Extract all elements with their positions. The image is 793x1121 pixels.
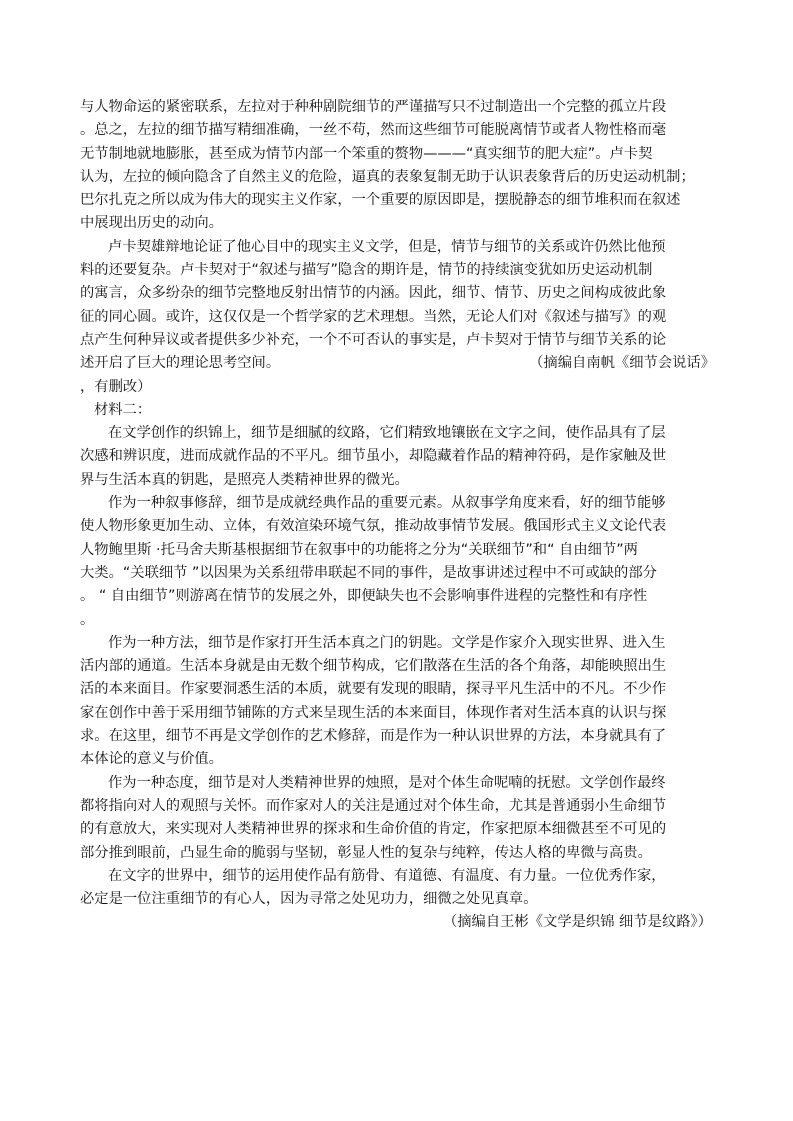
text-line: 作为一种方法，细节是作家打开生活本真之门的钥匙。文学是作家介入现实世界、进入生 — [108, 634, 666, 651]
text-line: 求。在这里，细节不再是文学创作的艺术修辞，而是作为一种认识世界的方法，本身就具有了 — [80, 728, 667, 745]
text-line: 必定是一位注重细节的有心人，因为寻常之处见功力，细微之处见真章。 — [80, 891, 538, 908]
text-line: 认为，左拉的倾向隐含了自然主义的危险，逼真的表象复制无助于认识表象背后的历史运动机制； — [80, 168, 695, 185]
paragraph-2 — [80, 236, 720, 399]
text-line: 人物鲍里斯 ·托马舍夫斯基根据细节在叙事中的功能将之分为“关联细节”和“ 自由细节”两 — [80, 541, 638, 558]
text-line: 无节制地就地膨胀，甚至成为情节内部一个笨重的赘物———“真实细节的肥大症”。卢卡契 — [80, 145, 653, 162]
text-line: 巴尔扎克之所以成为伟大的现实主义作家，一个重要的原因即是，摆脱静态的细节堆积而在叙述 — [80, 192, 681, 209]
text-line: 活的本来面目。作家要洞悉生活的本质，就要有发现的眼睛，探寻平凡生活中的不凡。不少作 — [80, 681, 667, 698]
text-line: 的寓言，众多纷杂的细节完整地反射出情节的内涵。因此，细节、情节、历史之间构成彼此象 — [80, 285, 667, 302]
text-line: 征的同心圆。或许，这仅仅是一个哲学家的艺术理想。当然，无论人们对《叙述与描写》的观 — [80, 308, 667, 325]
text-line: 本体论的意义与价值。 — [80, 751, 223, 768]
text-line: 都将指向对人的观照与关怀。而作家对人的关注是通过对个体生命，尤其是普通弱小生命细节 — [80, 797, 667, 814]
text-line: 在文学创作的织锦上，细节是细腻的纹路，它们精致地镶嵌在文字之间，使作品具有了层 — [108, 425, 666, 442]
citation-1: （摘编自南帆《细节会说话》 — [529, 355, 715, 372]
paragraph-3 — [80, 422, 720, 492]
paragraph-7 — [80, 865, 720, 935]
text-line: 。 — [80, 611, 95, 628]
text-line: 与人物命运的紧密联系，左拉对于种种剧院细节的严谨描写只不过制造出一个完整的孤立片段 — [80, 99, 667, 115]
text-line: 料的还要复杂。卢卡契对于“叙述与描写”隐含的期许是，情节的持续演变犹如历史运动机制 — [80, 262, 653, 279]
paragraph-4 — [80, 492, 720, 632]
paragraph-6 — [80, 772, 720, 865]
paragraph-1 — [80, 96, 720, 236]
text-line: 作为一种态度，细节是对人类精神世界的烛照，是对个体生命呢喃的抚慰。文学创作最终 — [108, 774, 666, 791]
text-line: 点产生何种异议或者提供多少补充，一个不可否认的事实是，卢卡契对于情节与细节关系的论 — [80, 331, 667, 348]
text-line: 大类。“关联细节 ”以因果为关系纽带串联起不同的事件，是故事讲述过程中不可或缺的部分 — [80, 564, 657, 581]
text-line: 次感和辨识度，进而成就作品的不平凡。细节虽小，却隐藏着作品的精神符码，是作家触及世 — [80, 448, 667, 465]
text-line: 卢卡契雄辩地论证了他心目中的现实主义文学，但是，情节与细节的关系或许仍然比他预 — [108, 238, 666, 255]
text-line: 界与生活本真的钥匙，是照亮人类精神世界的微光。 — [80, 471, 409, 488]
text-line-content: 述开启了巨大的理论思考空间。 — [80, 355, 281, 372]
paragraph-5 — [80, 632, 720, 772]
citation-1-tail: ，有删改） — [80, 378, 152, 395]
text-line: 中展现出历史的动向。 — [80, 215, 223, 232]
text-line: 使人物形象更加生动、立体，有效渲染环境气氛，推动故事情节发展。俄国形式主义文论代表 — [80, 518, 667, 535]
text-line: 在文字的世界中，细节的运用使作品有筋骨、有道德、有温度、有力量。一位优秀作家， — [108, 867, 666, 884]
citation-2: （摘编自王彬《文学是织锦 细节是纹路》） — [442, 914, 712, 931]
text-line: 部分推到眼前，凸显生命的脆弱与坚韧，彰显人性的复杂与纯粹，传达人格的卑微与高贵。 — [80, 844, 652, 861]
document-body — [80, 96, 720, 935]
text-line: 。 “ 自由细节”则游离在情节的发展之外，即便缺失也不会影响事件进程的完整性和有序性 — [80, 588, 648, 605]
material-2-label: 材料二： — [94, 401, 152, 418]
text-line: 作为一种叙事修辞，细节是成就经典作品的重要元素。从叙事学角度来看，好的细节能够 — [108, 495, 666, 512]
text-line: 的有意放大，来实现对人类精神世界的探求和生命价值的肯定，作家把原本细微甚至不可见的 — [80, 821, 667, 838]
text-line: 活内部的通道。生活本身就是由无数个细节构成，它们散落在生活的各个角落，却能映照出生 — [80, 658, 667, 675]
text-line: 。总之，左拉的细节描写精细准确，一丝不苟，然而这些细节可能脱离情节或者人物性格而毫 — [80, 122, 667, 139]
text-line: 家在创作中善于采用细节铺陈的方式来呈现生活的本来面目，体现作者对生活本真的认识与探 — [80, 704, 667, 721]
text-line — [80, 352, 720, 375]
